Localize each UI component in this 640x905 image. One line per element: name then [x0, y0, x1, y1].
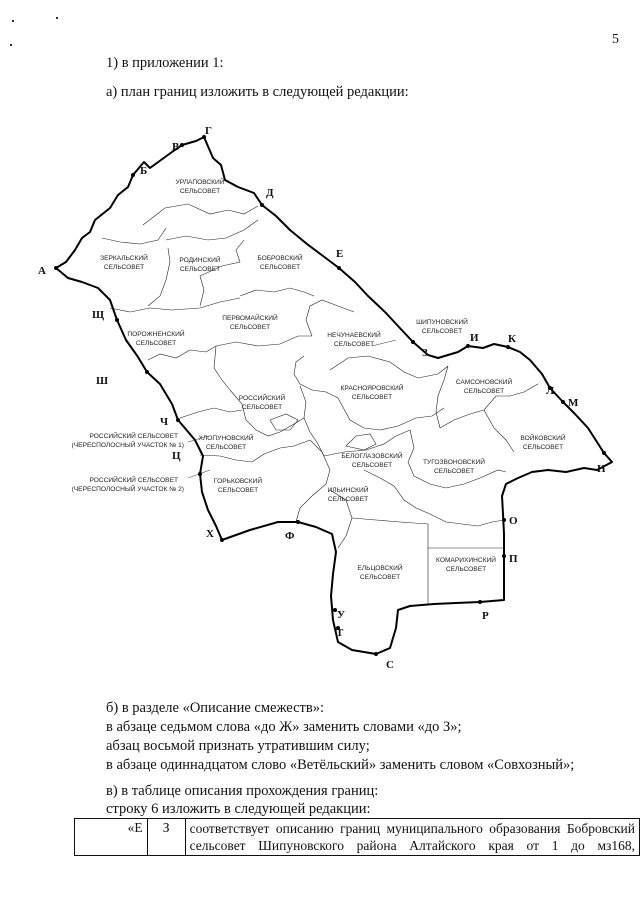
point-label-l: Л	[546, 385, 555, 397]
outer-boundary	[56, 137, 612, 654]
region-eltsovsky-type: СЕЛЬСОВЕТ	[359, 574, 401, 581]
point-label-ch: Ч	[160, 416, 169, 428]
point-label-sh: Ш	[96, 375, 109, 387]
point-label-d: Д	[266, 187, 274, 199]
boundary-table	[74, 818, 640, 856]
region-rossiysky-name: РОССИЙСКИЙ	[238, 395, 286, 402]
section-v-line-1: строку 6 изложить в следующей редакции:	[106, 801, 371, 817]
region-voikovsky-name: ВОЙКОВСКИЙ	[520, 435, 566, 442]
item-1-heading: 1) в приложении 1:	[106, 55, 224, 71]
region-porozhnensky-name: ПОРОЖНЕНСКИЙ	[127, 331, 185, 338]
region-pervomaisky-type: СЕЛЬСОВЕТ	[229, 324, 271, 331]
region-gorkovsky-name: ГОРЬКОВСКИЙ	[213, 478, 263, 485]
table-cell-description: соответствует описанию границ муниципального образования Бобровский сельсовет Шипуновского района Алтайского края от 1 до мз168,	[185, 819, 639, 856]
region-zerkalsky-name: ЗЕРКАЛЬСКИЙ	[100, 255, 148, 262]
region-shipunovsky-type: СЕЛЬСОВЕТ	[421, 328, 463, 335]
shipunovsky-leader	[372, 340, 396, 346]
region-urlapovsky-name: УРЛАПОВСКИЙ	[175, 179, 225, 186]
region-zerkalsky-type: СЕЛЬСОВЕТ	[103, 264, 145, 271]
region-krasnoyarovsky-type: СЕЛЬСОВЕТ	[351, 394, 393, 401]
region-samsonovsky-type: СЕЛЬСОВЕТ	[463, 388, 505, 395]
region-ilyinsky-name: ИЛЬИНСКИЙ	[327, 487, 369, 494]
point-label-o: О	[509, 515, 518, 527]
section-b-heading: б) в разделе «Описание смежеств»:	[106, 700, 325, 716]
point-label-u: У	[337, 609, 346, 621]
point-label-shch: Щ	[92, 309, 105, 321]
section-b-line-1: в абзаце седьмом слова «до Ж» заменить словами «до З»;	[106, 719, 462, 735]
point-label-kh: Х	[206, 528, 214, 540]
region-beloglazovsky-name: БЕЛОГЛАЗОВСКИЙ	[341, 453, 403, 460]
region-tugozvonovsky-type: СЕЛЬСОВЕТ	[433, 468, 475, 475]
region-shipunovsky-name: ШИПУНОВСКИЙ	[416, 319, 468, 326]
point-label-r: Р	[482, 610, 489, 622]
point-label-f: Ф	[285, 530, 295, 542]
callout-1-line-2: (ЧЕРЕСПОЛОСНЫЙ УЧАСТОК № 1)	[71, 442, 184, 449]
table-row	[75, 819, 640, 856]
region-urlapovsky-type: СЕЛЬСОВЕТ	[179, 188, 221, 195]
point-label-p: П	[509, 553, 518, 565]
region-khlopunovsky-name: ХЛОПУНОВСКИЙ	[198, 435, 254, 442]
table-cell-to: З	[147, 819, 185, 856]
region-bobrovsky-name: БОБРОВСКИЙ	[257, 255, 303, 262]
point-label-ts: Ц	[172, 450, 181, 462]
point-label-g: Г	[205, 125, 212, 137]
boundary-point-markers	[54, 135, 606, 656]
region-ilyinsky-type: СЕЛЬСОВЕТ	[327, 496, 369, 503]
boundary-point-labels	[38, 125, 606, 671]
region-tugozvonovsky-name: ТУГОЗВОНОВСКИЙ	[423, 459, 485, 466]
region-eltsovsky-name: ЕЛЬЦОВСКИЙ	[357, 565, 403, 572]
point-label-m: М	[568, 397, 579, 409]
region-pervomaisky-name: ПЕРВОМАЙСКИЙ	[222, 315, 278, 322]
region-rossiysky-type: СЕЛЬСОВЕТ	[241, 404, 283, 411]
region-komarikhinsky-type: СЕЛЬСОВЕТ	[445, 566, 487, 573]
region-labels	[100, 177, 566, 581]
internal-boundaries	[102, 204, 538, 604]
region-beloglazovsky-type: СЕЛЬСОВЕТ	[351, 462, 393, 469]
region-nechunaevsky-type: СЕЛЬСОВЕТ	[333, 341, 375, 348]
region-rodinsky-type: СЕЛЬСОВЕТ	[179, 266, 221, 273]
section-b-line-2: абзац восьмой признать утратившим силу;	[106, 738, 370, 754]
region-porozhnensky-type: СЕЛЬСОВЕТ	[135, 340, 177, 347]
region-rodinsky-name: РОДИНСКИЙ	[179, 257, 221, 264]
item-a-heading: а) план границ изложить в следующей редакции:	[106, 84, 409, 100]
region-nechunaevsky-name: НЕЧУНАЕВСКИЙ	[327, 332, 381, 339]
region-khlopunovsky-type: СЕЛЬСОВЕТ	[205, 444, 247, 451]
point-label-t: Т	[336, 627, 344, 639]
table-cell-from: «Е	[75, 819, 148, 856]
point-label-e: Е	[336, 248, 344, 260]
point-label-z: З	[422, 347, 428, 359]
callout-1-line-1: РОССИЙСКИЙ СЕЛЬСОВЕТ	[89, 433, 178, 440]
region-bobrovsky-type: СЕЛЬСОВЕТ	[259, 264, 301, 271]
point-label-k: К	[508, 333, 516, 345]
page-number: 5	[612, 32, 619, 47]
point-label-b: Б	[140, 165, 148, 177]
point-label-a: А	[38, 265, 46, 277]
section-v-heading: в) в таблице описания прохождения границ:	[106, 783, 379, 799]
region-gorkovsky-type: СЕЛЬСОВЕТ	[217, 487, 259, 494]
point-label-v: В	[172, 141, 180, 153]
region-voikovsky-type: СЕЛЬСОВЕТ	[522, 444, 564, 451]
callout-labels	[72, 431, 184, 493]
point-label-s: С	[386, 659, 394, 671]
point-label-i: И	[470, 332, 479, 344]
section-b-line-3: в абзаце одиннадцатом слово «Ветёльский» заменить словом «Совхозный»;	[106, 757, 575, 773]
region-krasnoyarovsky-name: КРАСНОЯРОВСКИЙ	[340, 385, 404, 392]
callout-2-line-2: (ЧЕРЕСПОЛОСНЫЙ УЧАСТОК № 2)	[71, 486, 184, 493]
region-komarikhinsky-name: КОМАРИХИНСКИЙ	[436, 557, 496, 564]
callout-2-line-1: РОССИЙСКИЙ СЕЛЬСОВЕТ	[89, 477, 178, 484]
point-label-n: Н	[597, 463, 606, 475]
region-samsonovsky-name: САМСОНОВСКИЙ	[455, 379, 513, 386]
